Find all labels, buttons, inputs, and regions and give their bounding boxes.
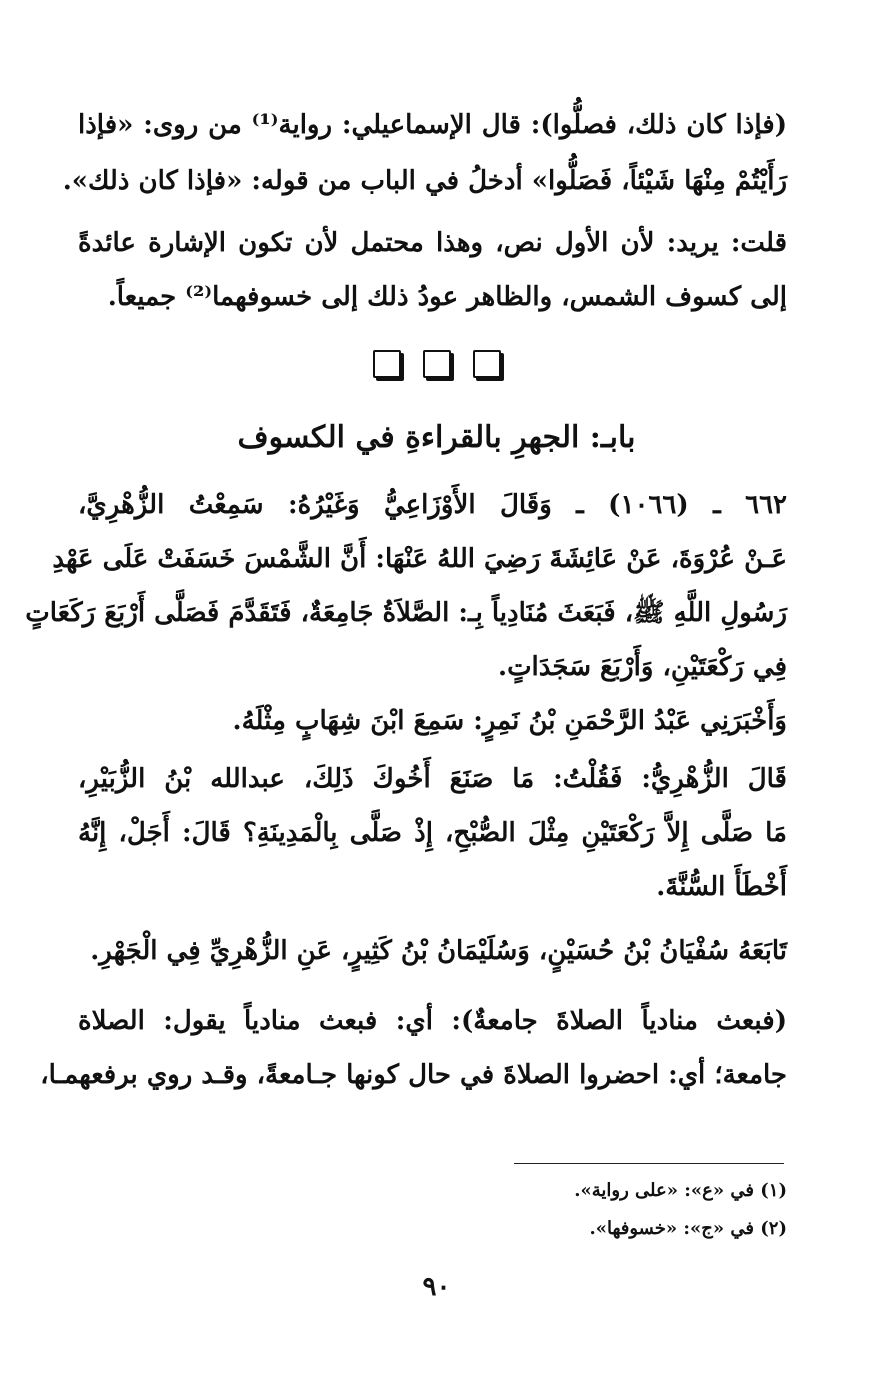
footnote: (١) في «ع»: «على رواية».: [574, 1180, 787, 1201]
hadith-line: عَـنْ عُرْوَةَ، عَنْ عَائِشَةَ رَضِيَ اللهُ عَنْهَا: أَنَّ الشَّمْسَ خَسَفَتْ عَلَى عَهْدِ: [52, 544, 787, 574]
hadith-line: وَأَخْبَرَنِي عَبْدُ الرَّحْمَنِ بْنُ نَمِرٍ: سَمِعَ ابْنَ شِهَابٍ مِثْلَهُ.: [232, 706, 787, 736]
hadith-line: رَسُولِ اللَّهِ ﷺ، فَبَعَثَ مُنَادِياً بِـ: الصَّلاَةُ جَامِعَةٌ، فَتَقَدَّمَ فَصَلَّى أَرْبَعَ رَكَعَاتٍ: [25, 598, 787, 628]
footnote-separator: [514, 1163, 784, 1164]
page-number: ٩٠: [422, 1272, 451, 1302]
commentary-line: جامعة؛ أي: احضروا الصلاةَ في حال كونها جـامعةً، وقـد روي برفعهمـا،: [40, 1060, 787, 1090]
divider-box-icon: [473, 350, 501, 378]
chapter-heading: بابـ: الجهرِ بالقراءةِ في الكسوف: [237, 420, 636, 455]
section-divider: [0, 350, 873, 384]
commentary-line: (فبعث منادياً الصلاةَ جامعةٌ): أي: فبعث منادياً يقول: الصلاة: [78, 1006, 787, 1036]
divider-box-icon: [373, 350, 401, 378]
footnote: (٢) في «ج»: «خسوفها».: [589, 1218, 787, 1239]
hadith-line: قَالَ الزُّهْرِيُّ: فَقُلْتُ: مَا صَنَعَ أَخُوكَ ذَلِكَ، عبدالله بْنُ الزُّبَيْرِ،: [78, 764, 787, 794]
hadith-line: ٦٦٢ ـ (١٠٦٦) ـ وَقَالَ الأَوْزَاعِيُّ وَغَيْرُهُ: سَمِعْتُ الزُّهْرِيَّ،: [78, 490, 788, 520]
paragraph-line: (فإذا كان ذلك، فصلُّوا): قال الإسماعيلي: رواية⁽¹⁾ من روى: «فإذا: [78, 110, 787, 140]
divider-box-icon: [423, 350, 451, 378]
hadith-line: فِي رَكْعَتَيْنِ، وَأَرْبَعَ سَجَدَاتٍ.: [498, 652, 787, 682]
hadith-line: أَخْطَأَ السُّنَّةَ.: [656, 872, 787, 902]
hadith-line: تَابَعَهُ سُفْيَانُ بْنُ حُسَيْنٍ، وَسُلَيْمَانُ بْنُ كَثِيرٍ، عَنِ الزُّهْرِيِّ فِي الْجَهْرِ.: [90, 936, 787, 966]
paragraph-line: رَأَيْتُمْ مِنْهَا شَيْئاً، فَصَلُّوا» أدخلُ في الباب من قوله: «فإذا كان ذلك».: [62, 166, 787, 196]
paragraph-line: قلت: يريد: لأن الأول نص، وهذا محتمل لأن تكون الإشارة عائدةً: [78, 228, 787, 258]
hadith-line: مَا صَلَّى إِلاَّ رَكْعَتَيْنِ مِثْلَ الصُّبْحِ، إِذْ صَلَّى بِالْمَدِينَةِ؟ قَالَ: أَجَلْ، إِنَّهُ: [78, 818, 787, 848]
paragraph-line: إلى كسوف الشمس، والظاهر عودُ ذلك إلى خسوفهما⁽²⁾ جميعاً.: [107, 282, 787, 312]
